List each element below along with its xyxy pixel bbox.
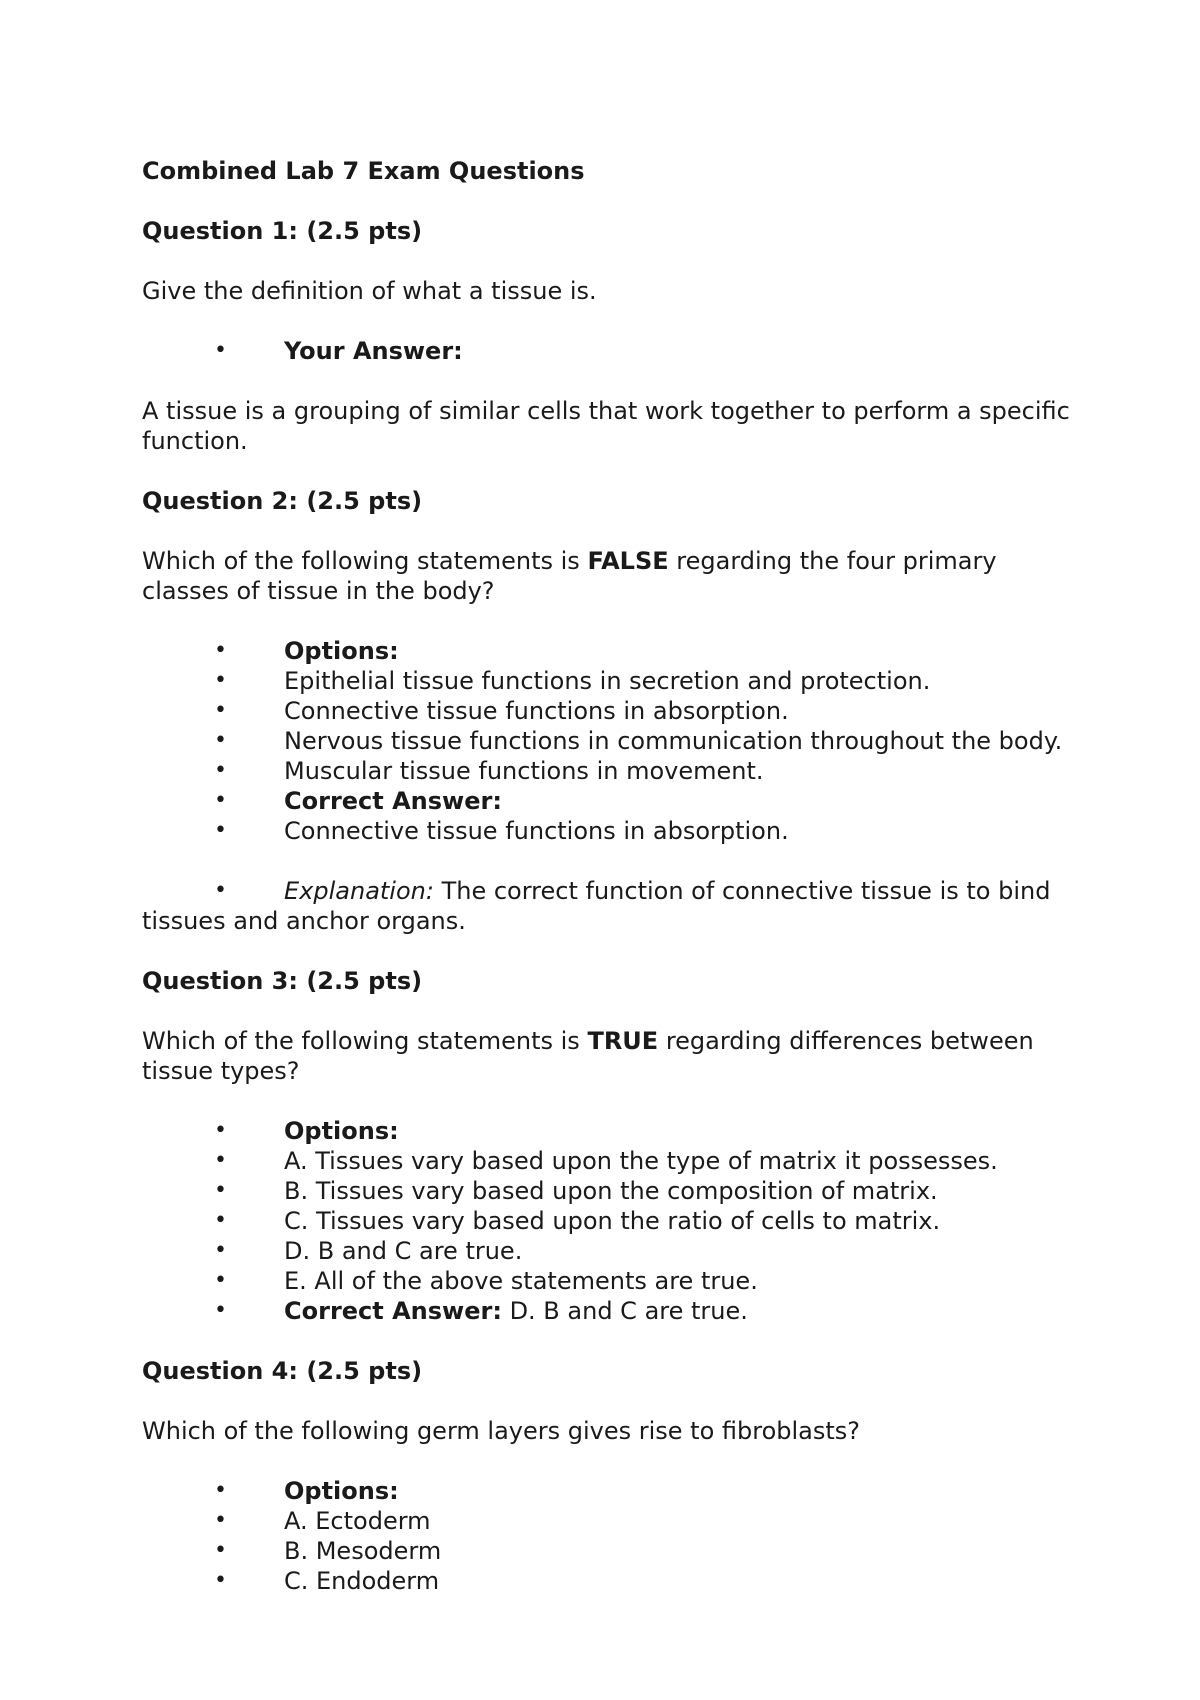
question-3-text <box>142 1026 1082 1086</box>
correct-answer-text: D. B and C are true. <box>501 1297 748 1325</box>
correct-answer-label: Correct Answer: <box>284 787 502 815</box>
bullet-icon: • <box>214 1538 227 1563</box>
list-item <box>142 1476 1082 1506</box>
bullet-icon: • <box>214 1178 227 1203</box>
question-4-text: Which of the following germ layers gives rise to fibroblasts? <box>142 1417 861 1445</box>
bullet-icon: • <box>214 758 227 783</box>
list-item <box>142 1506 1082 1536</box>
option-text: E. All of the above statements are true. <box>284 1267 758 1295</box>
list-item <box>142 1236 1082 1266</box>
question-4-options-list <box>142 1476 1082 1596</box>
bullet-icon: • <box>214 1478 227 1503</box>
document-page <box>142 156 1082 1626</box>
question-3-text-after: regarding differences between tissue types? <box>142 1027 1034 1085</box>
list-item <box>142 1566 1082 1596</box>
bullet-icon: • <box>214 1268 227 1293</box>
option-text: C. Tissues vary based upon the ratio of cells to matrix. <box>284 1207 941 1235</box>
question-1-answer: A tissue is a grouping of similar cells that work together to perform a specific function. <box>142 397 1070 455</box>
bullet-icon: • <box>214 668 227 693</box>
bullet-icon: • <box>214 1568 227 1593</box>
bullet-icon: • <box>214 1118 227 1143</box>
list-item <box>142 786 1082 816</box>
question-3-heading: Question 3: (2.5 pts) <box>142 967 423 995</box>
option-text: Epithelial tissue functions in secretion and protection. <box>284 667 931 695</box>
question-1-text: Give the definition of what a tissue is. <box>142 277 597 305</box>
options-label: Options: <box>284 1477 399 1505</box>
bullet-icon: • <box>214 698 227 723</box>
options-label: Options: <box>284 637 399 665</box>
bullet-icon: • <box>214 878 227 903</box>
question-2-text-after: regarding the four primary classes of tissue in the body? <box>142 547 997 605</box>
list-item <box>142 726 1082 756</box>
your-answer-label: Your Answer: <box>284 337 463 365</box>
list-item <box>142 1176 1082 1206</box>
bullet-icon: • <box>214 728 227 753</box>
option-text: Muscular tissue functions in movement. <box>284 757 764 785</box>
bullet-icon: • <box>214 1508 227 1533</box>
bullet-icon: • <box>214 1148 227 1173</box>
explanation-label: Explanation: <box>284 877 434 905</box>
question-2-text-before: Which of the following statements is <box>142 547 588 575</box>
correct-answer-text: Connective tissue functions in absorption. <box>284 817 789 845</box>
question-2-text-emphasis: FALSE <box>587 547 669 575</box>
option-text: Connective tissue functions in absorption. <box>284 697 789 725</box>
bullet-icon: • <box>214 818 227 843</box>
option-text: A. Ectoderm <box>284 1507 431 1535</box>
question-3-text-before: Which of the following statements is <box>142 1027 588 1055</box>
option-text: C. Endoderm <box>284 1567 440 1595</box>
bullet-icon: • <box>214 1238 227 1263</box>
question-2-explanation <box>142 876 1082 936</box>
question-1-heading: Question 1: (2.5 pts) <box>142 217 423 245</box>
question-3-text-emphasis: TRUE <box>587 1027 659 1055</box>
options-label: Options: <box>284 1117 399 1145</box>
list-item <box>142 1146 1082 1176</box>
question-4-heading: Question 4: (2.5 pts) <box>142 1357 423 1385</box>
question-3-options-list <box>142 1116 1082 1326</box>
option-text: A. Tissues vary based upon the type of matrix it possesses. <box>284 1147 998 1175</box>
question-2-options-list <box>142 636 1082 846</box>
list-item <box>142 1296 1082 1326</box>
list-item <box>142 756 1082 786</box>
bullet-icon: • <box>214 638 227 663</box>
list-item <box>142 816 1082 846</box>
list-item <box>142 636 1082 666</box>
question-1-answer-list <box>142 336 1082 366</box>
bullet-icon: • <box>214 1208 227 1233</box>
list-item <box>142 696 1082 726</box>
bullet-icon: • <box>214 338 227 363</box>
correct-answer-label: Correct Answer: <box>284 1297 502 1325</box>
list-item <box>142 1116 1082 1146</box>
list-item <box>142 666 1082 696</box>
list-item <box>142 1536 1082 1566</box>
option-text: Nervous tissue functions in communication throughout the body. <box>284 727 1063 755</box>
list-item <box>142 1206 1082 1236</box>
question-2-text <box>142 546 1082 606</box>
option-text: B. Mesoderm <box>284 1537 442 1565</box>
document-title: Combined Lab 7 Exam Questions <box>142 157 585 185</box>
option-text: B. Tissues vary based upon the composition of matrix. <box>284 1177 938 1205</box>
bullet-icon: • <box>214 788 227 813</box>
question-2-heading: Question 2: (2.5 pts) <box>142 487 423 515</box>
bullet-icon: • <box>214 1298 227 1323</box>
list-item <box>142 1266 1082 1296</box>
option-text: D. B and C are true. <box>284 1237 523 1265</box>
list-item <box>142 336 1082 366</box>
explanation-text: The correct function of connective tissue is to bind tissues and anchor organs. <box>142 877 1051 935</box>
